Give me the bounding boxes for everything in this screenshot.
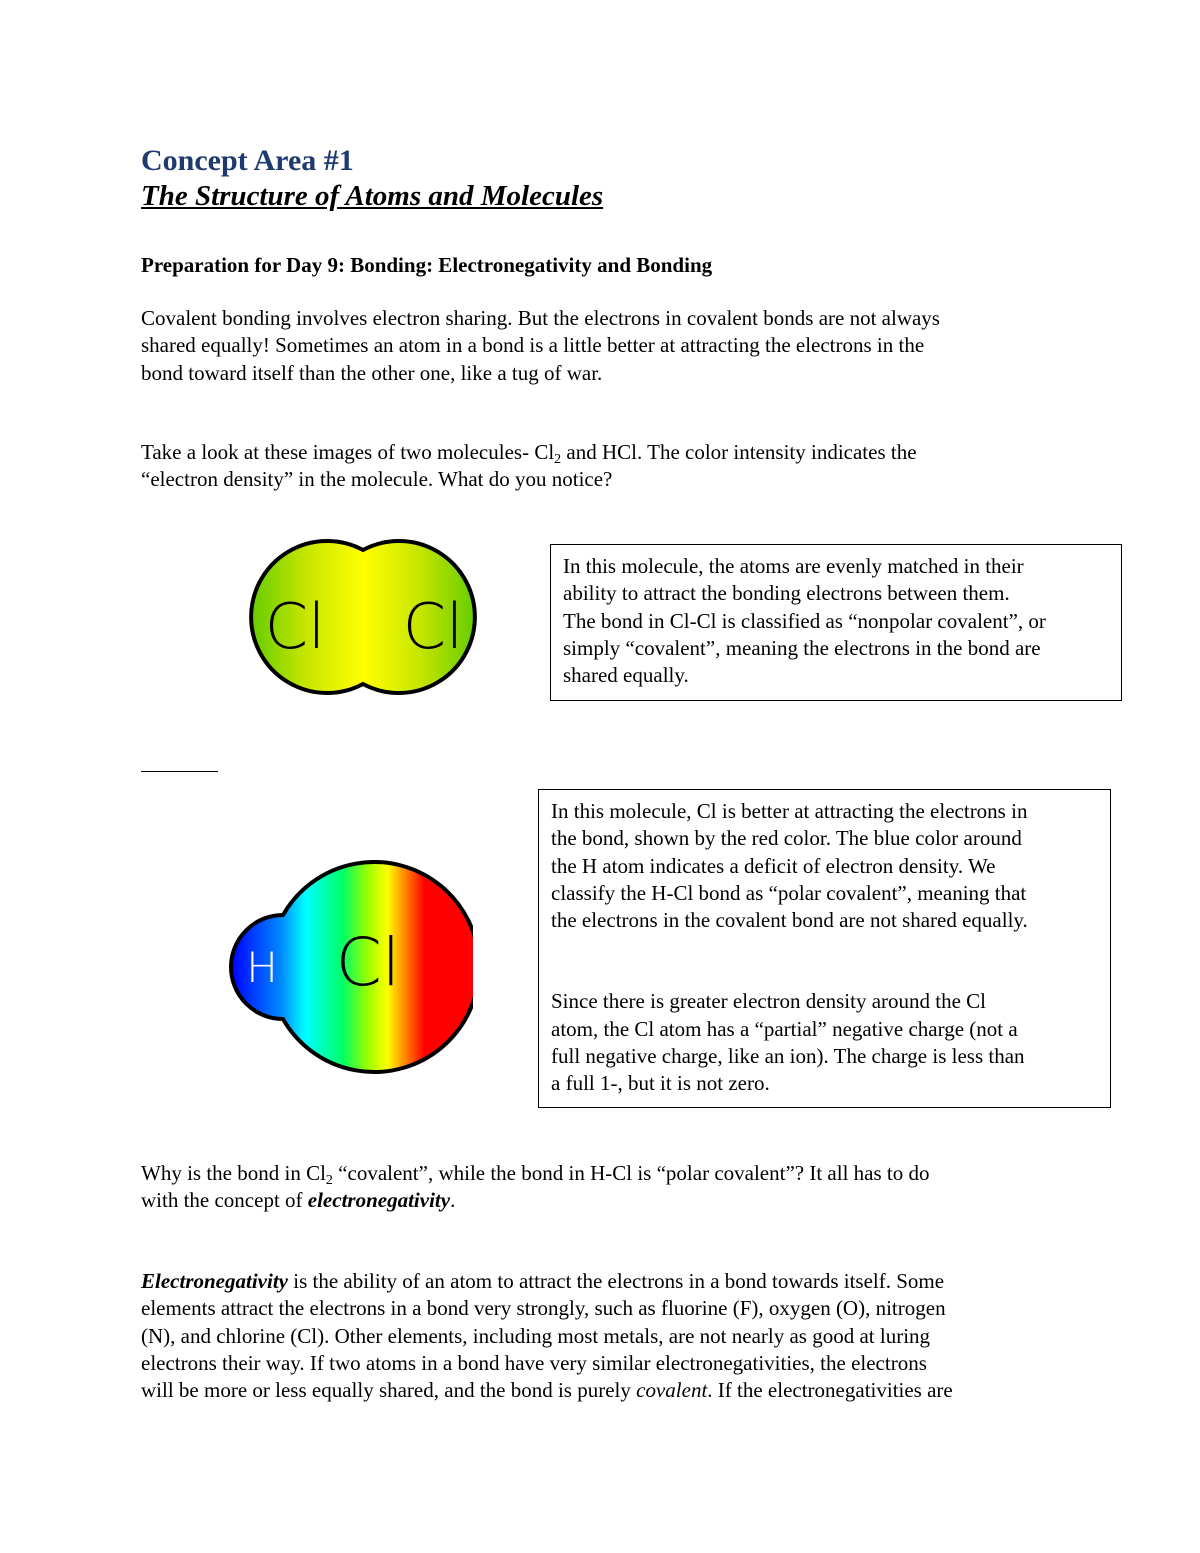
electro-line: elements attract the electrons in a bond very strongly, such as fluorine (F), oxygen (O), nitrogen bbox=[141, 1296, 946, 1321]
electro-line: electrons their way. If two atoms in a bond have very similar electronegativities, the electrons bbox=[141, 1350, 927, 1375]
why-paragraph bbox=[141, 1160, 1071, 1215]
hcl-atom-label: H bbox=[246, 943, 278, 992]
look-line bbox=[141, 439, 1071, 466]
why-text: “covalent”, while the bond in H-Cl is “polar covalent”? It all has to do bbox=[332, 1161, 930, 1185]
box-line: In this molecule, the atoms are evenly matched in their bbox=[563, 554, 1024, 578]
box-line: Since there is greater electron density around the Cl bbox=[551, 989, 987, 1014]
electro-line bbox=[141, 1377, 1071, 1404]
box-line: full negative charge, like an ion). The charge is less than bbox=[551, 1044, 1025, 1069]
look-line: “electron density” in the molecule. What do you notice? bbox=[141, 467, 613, 492]
intro-line: shared equally! Sometimes an atom in a bond is a little better at attracting the electrons in the bbox=[141, 333, 925, 358]
why-line bbox=[141, 1160, 1071, 1187]
why-text: . bbox=[450, 1188, 456, 1213]
cl2-molecule-figure bbox=[215, 527, 515, 707]
box-line: simply “covalent”, meaning the electrons in the bond are bbox=[563, 635, 1041, 660]
box-line: the H atom indicates a deficit of electron density. We bbox=[551, 853, 996, 878]
electro-text: will be more or less equally shared, and the bond is purely bbox=[141, 1378, 637, 1403]
box-line: a full 1-, but it is not zero. bbox=[551, 1071, 770, 1096]
cl2-atom-label: Cl bbox=[264, 590, 326, 663]
concept-area-heading: Concept Area #1 bbox=[141, 144, 354, 177]
box-line: The bond in Cl-Cl is classified as “nonpolar covalent”, or bbox=[563, 608, 1046, 633]
intro-line: Covalent bonding involves electron sharing. But the electrons in covalent bonds are not always bbox=[141, 306, 940, 330]
box-line: shared equally. bbox=[563, 663, 689, 688]
electronegativity-term: Electronegativity bbox=[141, 1269, 288, 1293]
intro-paragraph bbox=[141, 305, 1071, 387]
look-paragraph bbox=[141, 439, 1071, 494]
electro-text: is the ability of an atom to attract the electrons in a bond towards itself. Some bbox=[287, 1269, 945, 1293]
covalent-term: covalent bbox=[636, 1378, 708, 1403]
intro-line: bond toward itself than the other one, like a tug of war. bbox=[141, 360, 603, 385]
hcl-explanation-box bbox=[538, 789, 1111, 1108]
electronegativity-paragraph bbox=[141, 1268, 1071, 1404]
box-line: classify the H-Cl bond as “polar covalent”, meaning that bbox=[551, 880, 1027, 905]
why-line bbox=[141, 1187, 1071, 1214]
box-line: In this molecule, Cl is better at attracting the electrons in bbox=[551, 799, 1028, 823]
hcl-molecule-figure bbox=[218, 860, 473, 1075]
electro-line: (N), and chlorine (Cl). Other elements, including most metals, are not nearly as good at luring bbox=[141, 1323, 931, 1348]
electro-line bbox=[141, 1268, 1071, 1295]
cl2-explanation-box bbox=[550, 544, 1122, 701]
hcl-atom-label: Cl bbox=[335, 924, 401, 1001]
box-line: the electrons in the covalent bond are not shared equally. bbox=[551, 908, 1028, 933]
subscript: 2 bbox=[554, 452, 562, 467]
box-line: the bond, shown by the red color. The blue color around bbox=[551, 826, 1022, 851]
look-text: and HCl. The color intensity indicates the bbox=[561, 440, 917, 464]
why-text: with the concept of bbox=[141, 1188, 308, 1213]
electronegativity-term: electronegativity bbox=[307, 1188, 451, 1213]
subscript: 2 bbox=[325, 1173, 333, 1188]
box-line: atom, the Cl atom has a “partial” negative charge (not a bbox=[551, 1016, 1018, 1041]
concept-subtitle: The Structure of Atoms and Molecules bbox=[141, 180, 604, 212]
cl2-atom-label: Cl bbox=[402, 590, 464, 663]
look-text: Take a look at these images of two molecules- Cl bbox=[141, 440, 555, 464]
electro-text: . If the electronegativities are bbox=[707, 1378, 953, 1403]
box-spacer bbox=[551, 934, 1098, 988]
box-line: ability to attract the bonding electrons between them. bbox=[563, 581, 1010, 606]
preparation-heading: Preparation for Day 9: Bonding: Electronegativity and Bonding bbox=[141, 253, 713, 277]
why-text: Why is the bond in Cl bbox=[141, 1161, 326, 1185]
divider-line bbox=[141, 771, 218, 772]
